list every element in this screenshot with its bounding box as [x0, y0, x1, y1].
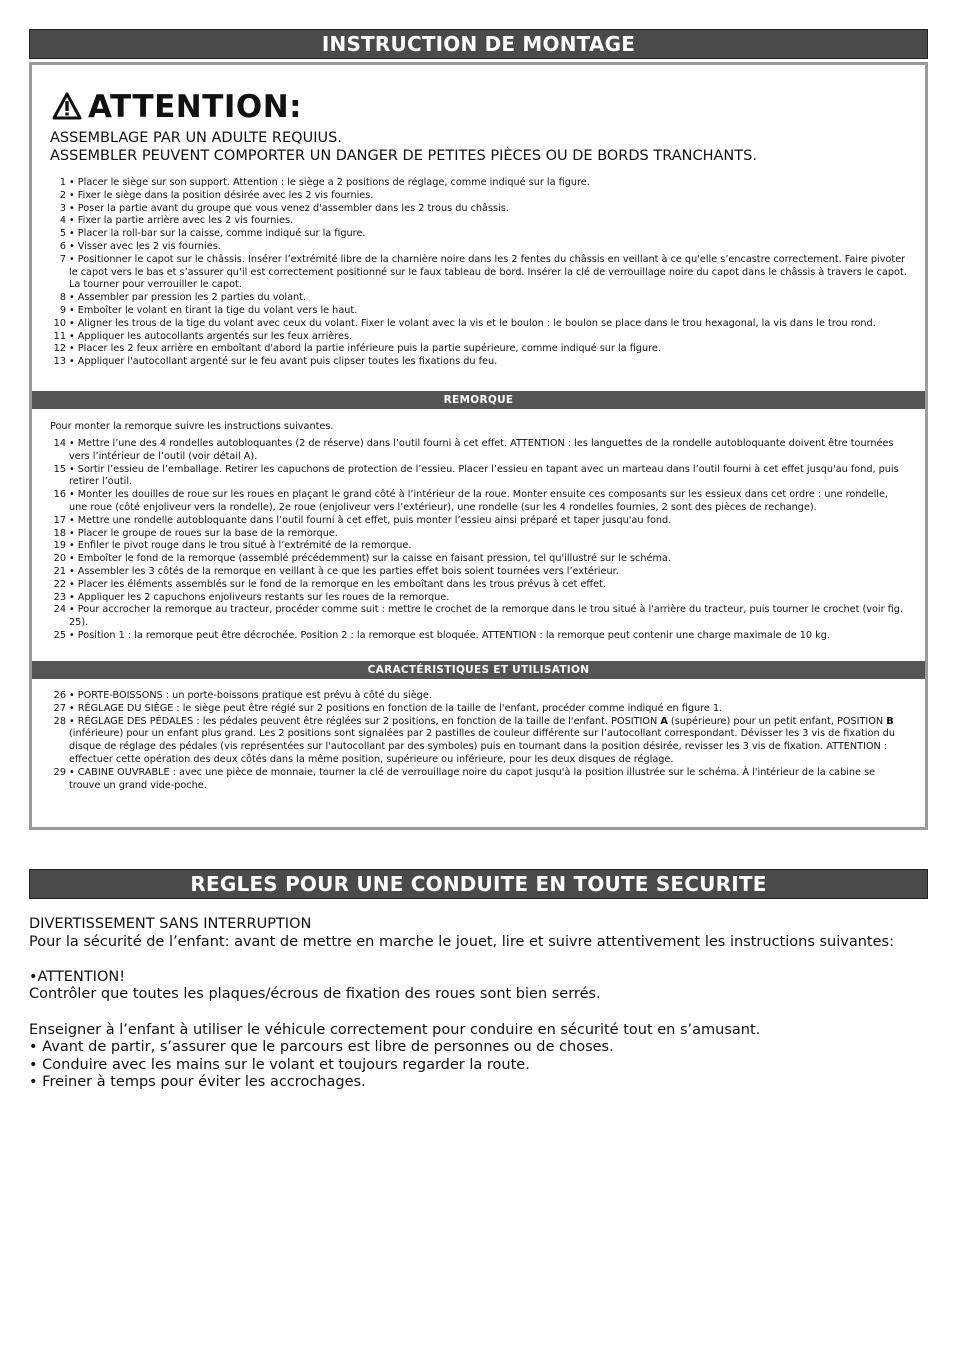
- step-item: [46, 343, 908, 356]
- step-item: [46, 177, 908, 190]
- step-text: • Fixer la partie arrière avec les 2 vis fournies.: [69, 215, 294, 227]
- step-item: [46, 318, 908, 331]
- step-text: • Enfiler le pivot rouge dans le trou situé à l’extrémité de la remorque.: [69, 540, 412, 552]
- step-text: • Mettre une rondelle autobloquante dans l’outil fourni à cet effet, puis monter l’essieu ainsi préparé et taper jusqu'au fond.: [69, 514, 672, 526]
- step-item: [46, 579, 908, 592]
- step-item: [46, 305, 908, 318]
- step-number: 7: [59, 253, 66, 265]
- step-item: [46, 489, 908, 515]
- step-text: • Aligner les trous de la tige du volant avec ceux du volant. Fixer le volant avec la vis et le boulon : le boulon se place dans le trou hexagonal, la vis dans le trou rond.: [69, 317, 876, 329]
- step-item: [46, 566, 908, 579]
- safety-line-4: Contrôler que toutes les plaques/écrous de fixation des roues sont bien serrés.: [29, 986, 601, 1003]
- warning-triangle-icon: [52, 90, 82, 130]
- safety-line-7: • Conduire avec les mains sur le volant et toujours regarder la route.: [29, 1056, 530, 1073]
- step-number: 6: [59, 240, 66, 252]
- step-number: 23: [53, 591, 66, 603]
- step-number: 9: [59, 304, 66, 316]
- attention-line-2: ASSEMBLER PEUVENT COMPORTER UN DANGER DE PETITES PIÈCES OU DE BORDS TRANCHANTS.: [50, 148, 757, 164]
- step-item: [46, 254, 908, 292]
- step-text: • Position 1 : la remorque peut être décrochée. Position 2 : la remorque est bloquée. ATTENTION : la remorque peut contenir une charge maximale de 10 kg.: [69, 629, 830, 641]
- step-number: 4: [59, 215, 66, 227]
- step-text: • RÉGLAGE DU SIÈGE : le siège peut être réglé sur 2 positions en fonction de la taille de l'enfant, procéder comme indiqué en figure 1.: [69, 702, 723, 714]
- step-item: [46, 228, 908, 241]
- step-number: 14: [53, 438, 66, 449]
- step-item: [46, 190, 908, 203]
- step-text: • Visser avec les 2 vis fournies.: [69, 240, 221, 252]
- safety-line-5: Enseigner à l’enfant à utiliser le véhicule correctement pour conduire en sécurité tout en s’amusant.: [29, 1021, 761, 1038]
- step-number: 22: [53, 578, 66, 590]
- step-item: [46, 690, 908, 703]
- step-text: • Placer le groupe de roues sur la base de la remorque.: [69, 527, 338, 539]
- step-text: • Placer le siège sur son support. Attention : le siège a 2 positions de réglage, comme indiqué sur la figure.: [69, 177, 590, 188]
- step-number: 19: [53, 540, 66, 552]
- step-text: • Monter les douilles de roue sur les roues en plaçant le grand côté à l’intérieur de la roue. Monter ensuite ces composants sur les essieux dans cet ordre : une rondelle, une roue (côté enjoliveur vers la rondelle), 2e roue (enjoliveur vers l’extérieur), une rondelle (sur les 4 rondelles fournies, 2 sont des pièces de rechange).: [69, 489, 888, 513]
- step-item: [46, 356, 908, 369]
- step-item: [46, 716, 908, 767]
- remorque-intro: Pour monter la remorque suivre les instructions suivantes.: [50, 421, 334, 432]
- step-number: 26: [53, 690, 66, 701]
- step-number: 15: [53, 463, 66, 475]
- step-text: • Positionner le capot sur le châssis. Insérer l’extrémité libre de la charnière noire dans les 2 fentes du châssis en veillant à ce qu'elle s’encastre correctement. Faire pivoter le capot vers le bas et s’assurer qu’il est correctement positionné sur le faux tableau de bord. Insérer la clé de verrouillage noire du capot dans le châssis à travers le capot. La tourner pour verrouiller le capot.: [69, 253, 907, 291]
- step-text: • Appliquer les autocollants argentés sur les feux arrières.: [69, 330, 353, 342]
- step-item: [46, 215, 908, 228]
- step-item: [46, 203, 908, 216]
- attention-line-1: ASSEMBLAGE PAR UN ADULTE REQUIUS.: [50, 130, 342, 146]
- attention-subtitle: [50, 129, 757, 165]
- safety-line-1: DIVERTISSEMENT SANS INTERRUPTION: [29, 916, 312, 932]
- step-number: 28: [53, 715, 66, 727]
- step-number: 18: [53, 527, 66, 539]
- step-number: 1: [59, 177, 66, 188]
- step-number: 20: [53, 553, 66, 565]
- instruction-box: [29, 62, 928, 830]
- step-text: • Placer les 2 feux arrière en emboîtant d'abord la partie inférieure puis la partie supérieure, comme indiqué sur la figure.: [69, 343, 661, 355]
- step-text: • Sortir l’essieu de l’emballage. Retirer les capuchons de protection de l’essieu. Placer l’essieu en tapant avec un marteau dans l’outil fourni à cet effet jusqu'au fond, puis retirer l’outil.: [69, 463, 899, 488]
- step-text: • Poser la partie avant du groupe que vous venez d'assembler dans les 2 trous du châssis.: [69, 202, 509, 214]
- step-number: 11: [53, 330, 66, 342]
- step-item: [46, 331, 908, 344]
- step-item: [46, 292, 908, 305]
- step-text: • Emboîter le fond de la remorque (assemblé précédemment) sur la caisse en faisant pression, tel qu'illustré sur le schéma.: [69, 553, 671, 565]
- step-item: [46, 703, 908, 716]
- step-text: • Assembler les 3 côtés de la remorque en veillant à ce que les parties effet bois soient tournées vers l’extérieur.: [69, 565, 619, 577]
- step-number: 21: [53, 565, 66, 577]
- remorque-steps-list: [46, 438, 908, 643]
- step-text: • Placer la roll-bar sur la caisse, comme indiqué sur la figure.: [69, 228, 366, 240]
- step-text: • Fixer le siège dans la position désirée avec les 2 vis fournies.: [69, 189, 374, 201]
- step-number: 29: [53, 766, 66, 778]
- step-number: 5: [59, 228, 66, 240]
- step-number: 16: [53, 489, 66, 501]
- banner-instruction-montage: INSTRUCTION DE MONTAGE: [29, 29, 928, 59]
- step-item: [46, 464, 908, 490]
- section-caracteristiques-bar: CARACTÉRISTIQUES ET UTILISATION: [32, 661, 925, 679]
- attention-heading: [52, 87, 302, 130]
- step-text: • Assembler par pression les 2 parties du volant.: [69, 292, 307, 304]
- step-text: • Appliquer l'autocollant argenté sur le feu avant puis clipser toutes les fixations du feu.: [69, 356, 498, 368]
- step-item: [46, 528, 908, 541]
- step-number: 2: [59, 189, 66, 201]
- attention-title: ATTENTION:: [88, 89, 303, 125]
- step-number: 12: [53, 343, 66, 355]
- step-number: 13: [53, 356, 66, 368]
- step-text: • Appliquer les 2 capuchons enjoliveurs restants sur les roues de la remorque.: [69, 591, 450, 603]
- step-item: [46, 438, 908, 464]
- step-number: 3: [59, 202, 66, 214]
- step-item: [46, 540, 908, 553]
- step-text: • RÉGLAGE DES PÉDALES : les pédales peuvent être réglées sur 2 positions, en fonction de la taille de l'enfant. POSITION A (supérieure) pour un petit enfant, POSITION B (inférieure) pour un enfant plus grand. Les 2 positions sont signalées par 2 pastilles de couleur différente sur l’autocollant correspondant. Dévisser les 3 vis de fixation du disque de réglage des pédales (vis représentées sur l'autocollant par des symboles) puis en tournant dans la position désirée, revisser les 3 vis de fixation. ATTENTION : effectuer cette opération des deux côtés dans la même position, supérieure ou inférieure, pour les deux disques de réglage.: [69, 715, 895, 765]
- step-item: [46, 767, 908, 793]
- step-item: [46, 592, 908, 605]
- step-text: • Emboîter le volant en tirant la tige du volant vers le haut.: [69, 304, 358, 316]
- step-number: 27: [53, 702, 66, 714]
- step-number: 8: [59, 292, 66, 304]
- step-item: [46, 553, 908, 566]
- step-number: 25: [53, 629, 66, 641]
- step-number: 17: [53, 514, 66, 526]
- safety-line-6: • Avant de partir, s’assurer que le parcours est libre de personnes ou de choses.: [29, 1039, 614, 1056]
- safety-line-3: •ATTENTION!: [29, 968, 126, 985]
- safety-rules: [29, 916, 928, 1092]
- step-number: 24: [53, 604, 66, 616]
- step-item: [46, 515, 908, 528]
- banner-regles-securite: REGLES POUR UNE CONDUITE EN TOUTE SECURITE: [29, 869, 928, 899]
- step-text: • Pour accrocher la remorque au tracteur, procéder comme suit : mettre le crochet de la remorque dans le trou situé à l'arrière du tracteur, puis tourner le crochet (voir fig. 25).: [69, 604, 903, 629]
- step-text: • CABINE OUVRABLE : avec une pièce de monnaie, tourner la clé de verrouillage noire du capot jusqu'à la position illustrée sur le schéma. À l'intérieur de la cabine se trouve un grand vide-poche.: [69, 766, 876, 791]
- step-item: [46, 604, 908, 630]
- section-remorque-bar: REMORQUE: [32, 391, 925, 409]
- step-text: • Mettre l’une des 4 rondelles autobloquantes (2 de réserve) dans l’outil fourni à cet effet. ATTENTION : les languettes de la rondelle autobloquante doivent être tournées vers l’intérieur de l’outil (voir détail A).: [69, 438, 894, 462]
- step-item: [46, 630, 908, 643]
- assembly-steps-list: [46, 177, 908, 369]
- safety-line-8: • Freiner à temps pour éviter les accrochages.: [29, 1074, 366, 1091]
- step-text: • Placer les éléments assemblés sur le fond de la remorque en les emboîtant dans les trous prévus à cet effet.: [69, 578, 606, 590]
- safety-line-2: Pour la sécurité de l’enfant: avant de mettre en marche le jouet, lire et suivre attentivement les instructions suivantes:: [29, 933, 894, 950]
- step-number: 10: [53, 317, 66, 329]
- step-item: [46, 241, 908, 254]
- step-text: • PORTE-BOISSONS : un porte-boissons pratique est prévu à côté du siège.: [69, 690, 432, 701]
- caracteristiques-steps-list: [46, 690, 908, 792]
